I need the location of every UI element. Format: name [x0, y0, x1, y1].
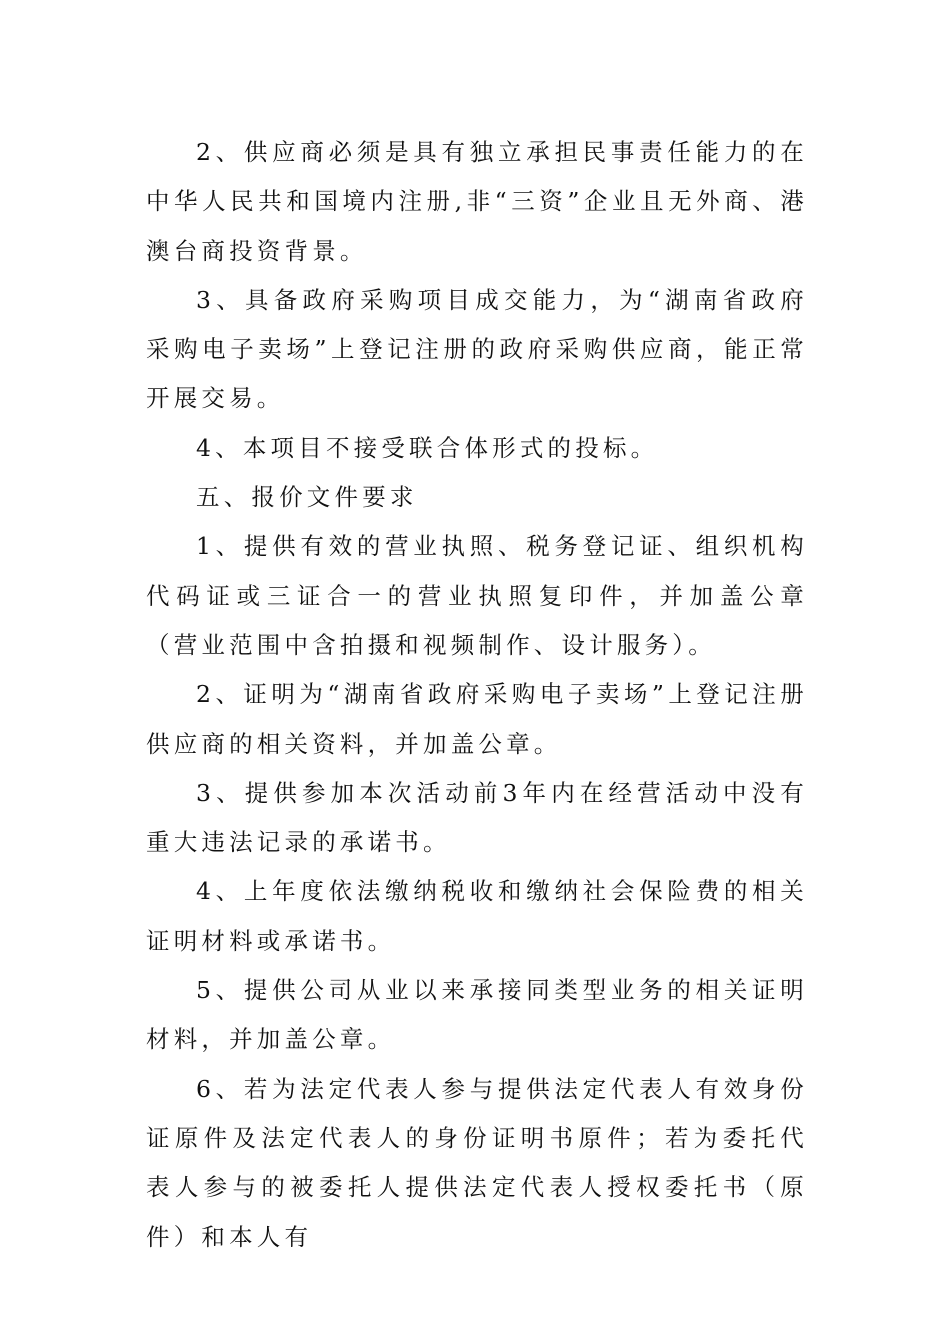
paragraph-quote-requirement-5: 5、提供公司从业以来承接同类型业务的相关证明材料，并加盖公章。	[146, 976, 808, 1054]
document-page	[146, 128, 808, 1262]
paragraph-supplier-requirement-3: 3、具备政府采购项目成交能力，为“湖南省政府采购电子卖场”上登记注册的政府采购供应商，能正常开展交易。	[146, 285, 808, 413]
paragraph-supplier-requirement-4: 4、本项目不接受联合体形式的投标。	[196, 433, 659, 462]
paragraph-quote-requirement-2: 2、证明为“湖南省政府采购电子卖场”上登记注册供应商的相关资料，并加盖公章。	[146, 680, 808, 758]
paragraph-quote-requirement-1: 1、提供有效的营业执照、税务登记证、组织机构代码证或三证合一的营业执照复印件，并加盖公章（营业范围中含拍摄和视频制作、设计服务）。	[146, 532, 808, 659]
paragraph-supplier-requirement-2: 2、供应商必须是具有独立承担民事责任能力的在中华人民共和国境内注册,非“三资”企业且无外商、港澳台商投资背景。	[146, 138, 808, 265]
paragraph-quote-requirement-3: 3、提供参加本次活动前3年内在经营活动中没有重大违法记录的承诺书。	[146, 778, 808, 857]
paragraph-quote-requirement-4: 4、上年度依法缴纳税收和缴纳社会保险费的相关证明材料或承诺书。	[146, 877, 808, 955]
section-heading: 五、报价文件要求	[196, 483, 418, 512]
paragraph-quote-requirement-6: 6、若为法定代表人参与提供法定代表人有效身份证原件及法定代表人的身份证明书原件；若为委托代表人参与的被委托人提供法定代表人授权委托书（原件）和本人有	[146, 1074, 808, 1251]
